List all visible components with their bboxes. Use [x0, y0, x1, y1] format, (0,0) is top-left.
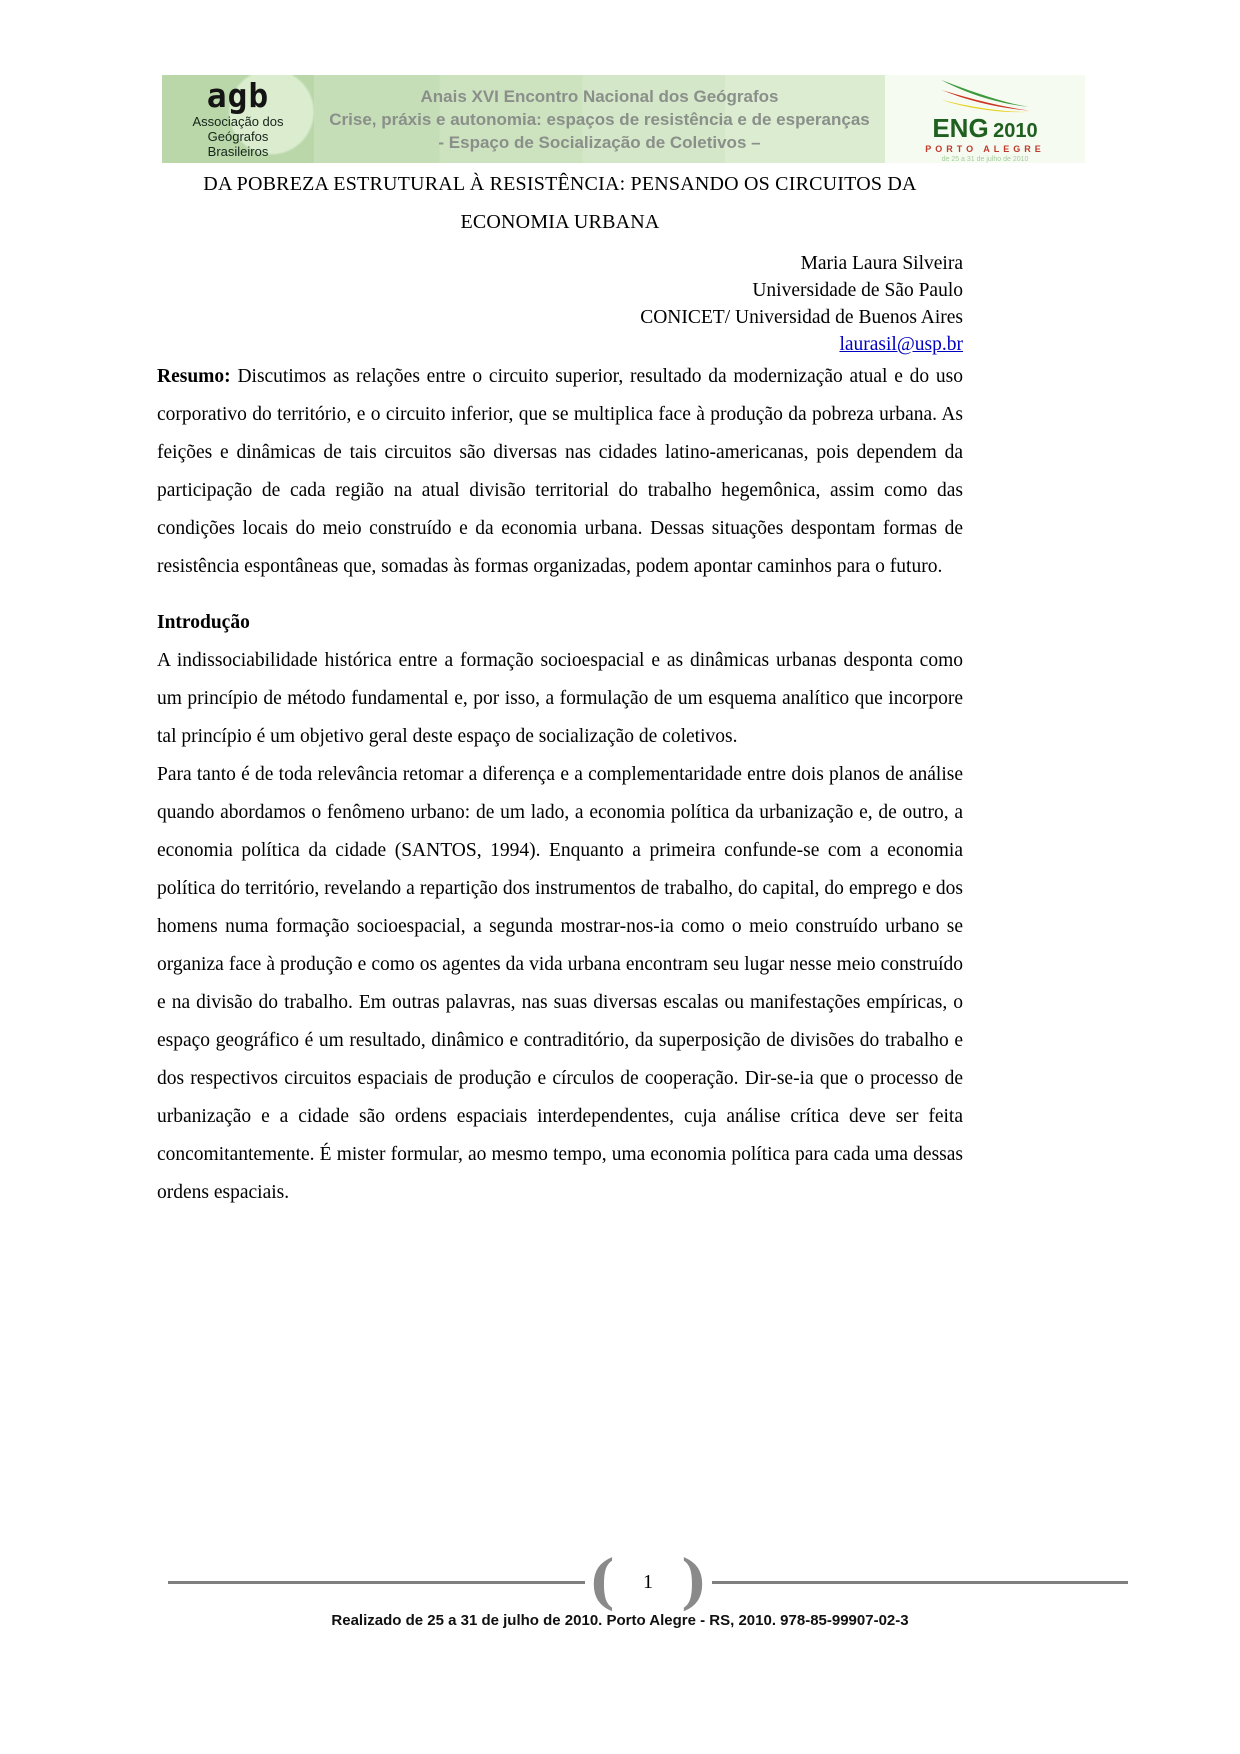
- eng-swoosh-icon: [910, 79, 1060, 115]
- eng-city: PORTO ALEGRE: [925, 144, 1045, 154]
- author-affiliation-2: CONICET/ Universidad de Buenos Aires: [640, 307, 963, 328]
- article-column: [157, 165, 963, 1212]
- author-block: [157, 250, 963, 358]
- abstract-text: Discutimos as relações entre o circuito superior, resultado da modernização atual e do uso corporativo do território, e o circuito inferior, que se multiplica face à produção da pobreza urbana. As feições e dinâmicas de tais circuitos são diversas nas cidades latino-americanas, pois dependem da participação de cada região na atual divisão territorial do trabalho hegemônica, assim como das condições locais do meio construído e da economia urbana. Dessas situações despontam formas de resistência espontâneas que, somadas às formas organizadas, podem apontar caminhos para o futuro.: [157, 366, 963, 577]
- title-line-1: DA POBREZA ESTRUTURAL À RESISTÊNCIA: PENSANDO OS CIRCUITOS DA: [203, 173, 917, 195]
- agb-name-line: Geógrafos: [207, 129, 269, 144]
- paragraph: Para tanto é de toda relevância retomar a diferença e a complementaridade entre dois planos de análise quando abordamos o fenômeno urbano: de um lado, a economia política da urbanização e, de outro, a economia política da cidade (SANTOS, 1994). Enquanto a primeira confunde-se com a economia política do território, revelando a repartição dos instrumentos de trabalho, do capital, do emprego e dos homens numa formação socioespacial, a segunda mostrar-nos-ia como o meio construído urbano se organiza face à produção e como os agentes da vida urbana encontram seu lugar nesse meio construído e na divisão do trabalho. Em outras palavras, nas suas diversas escalas ou manifestações empíricas, o espaço geográfico é um resultado, dinâmico e contraditório, da superposição de divisões do trabalho e dos respectivos circuitos espaciais de produção e círculos de cooperação. Dir-se-ia que o processo de urbanização e a cidade são ordens espaciais interdependentes, cuja análise crítica deve ser feita concomitantemente. É mister formular, ao mesmo tempo, uma economia política para cada uma dessas ordens espaciais.: [157, 764, 963, 1203]
- page-number: 1: [643, 1570, 653, 1593]
- agb-acronym: agb: [206, 76, 270, 115]
- author-name: Maria Laura Silveira: [800, 253, 963, 274]
- author-affiliation-1: Universidade de São Paulo: [752, 280, 963, 301]
- footer-note: Realizado de 25 a 31 de julho de 2010. Porto Alegre - RS, 2010. 978-85-99907-02-3: [331, 1612, 909, 1629]
- eng-wordmark: [932, 115, 1037, 141]
- abstract-label: Resumo:: [157, 366, 231, 387]
- header-banner: [162, 75, 1085, 163]
- eng-year: 2010: [993, 120, 1038, 142]
- footer-rule: [168, 1547, 1128, 1617]
- agb-logo: [162, 75, 314, 163]
- title-line-2: ECONOMIA URBANA: [460, 211, 660, 233]
- agb-name: [192, 114, 283, 159]
- abstract: [157, 358, 963, 586]
- footer-line-left: [168, 1581, 585, 1584]
- section-heading-introducao: Introdução: [157, 612, 250, 633]
- footer-line-right: [712, 1581, 1129, 1584]
- banner-center: [314, 75, 885, 163]
- banner-line-3: - Espaço de Socialização de Coletivos –: [438, 132, 761, 152]
- banner-line-2: Crise, práxis e autonomia: espaços de resistência e de esperanças: [329, 109, 870, 129]
- article-title: [157, 165, 963, 241]
- eng-title: ENG: [932, 113, 989, 143]
- paragraph: A indissociabilidade histórica entre a formação socioespacial e as dinâmicas urbanas desponta como um princípio de método fundamental e, por isso, a formulação de um esquema analítico que incorpore tal princípio é um objetivo geral deste espaço de socialização de coletivos.: [157, 650, 963, 747]
- eng-logo: [885, 75, 1085, 163]
- banner-line-1: Anais XVI Encontro Nacional dos Geógrafos: [420, 86, 779, 106]
- agb-name-line: Brasileiros: [207, 144, 269, 159]
- eng-dates: de 25 a 31 de julho de 2010: [941, 156, 1029, 163]
- agb-name-line: Associação dos: [192, 114, 284, 129]
- footer-bracket-left: (: [588, 1547, 615, 1617]
- email-link[interactable]: laurasil@usp.br: [839, 334, 963, 355]
- footer-bracket-right: ): [681, 1547, 708, 1617]
